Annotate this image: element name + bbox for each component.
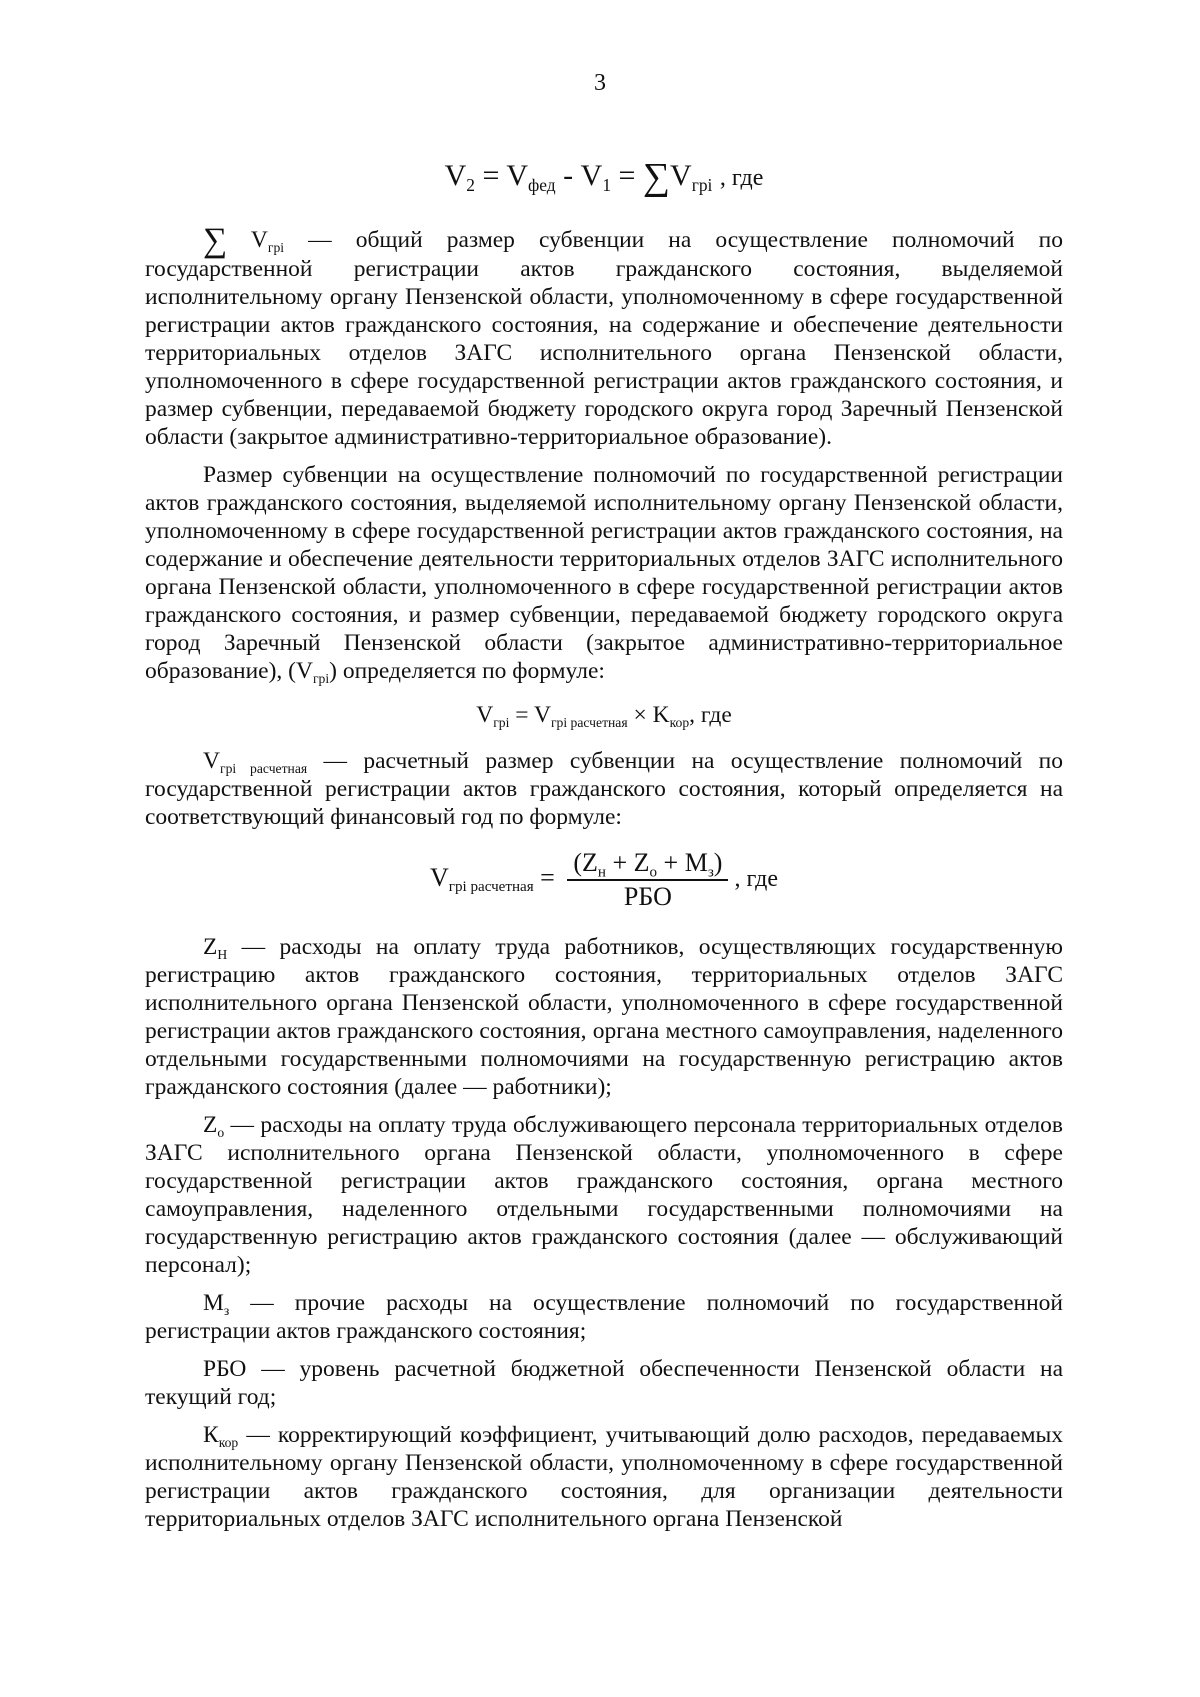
sum-symbol: ∑	[642, 156, 671, 198]
fraction-denominator: РБО	[623, 882, 672, 911]
fraction	[567, 849, 728, 911]
paragraph-zo: $Z_о$ — расходы на оплату труда обслуживающего персонала территориальных отделов ЗАГС исполнительного органа Пензенской области, уполномоченного в сфере государственной регистрации актов гражданского состояния, органа местного самоуправления, наделенного отдельными государственными полномочиями на государственную регистрацию актов гражданского состояния (далее — обслуживающий персонал);	[145, 1112, 1063, 1278]
formula-vgri-calc: $V_{грi расчетная}$ = $\frac{(Z_н + Z_о + M_з)}{\text{РБО}}$ , где	[430, 848, 778, 911]
paragraph-sum-vgri: ∑ $V_{грi}$ — общий размер субвенции на осуществление полномочий по государственной регистрации актов гражданского состояния, выделяемой исполнительному органу Пензенской области, уполномоченному в сфере государственной регистрации актов гражданского состояния, на содержание и обеспечение деятельности территориальных отделов ЗАГС исполнительного органа Пензенской области, уполномоченного в сфере государственной регистрации актов гражданского состояния, и размер субвенции, передаваемой бюджету городского округа город Заречный Пензенской области (закрытое административно-территориальное образование).	[145, 222, 1063, 450]
fraction-numerator: $(Z_н + Z_о + M_з)$	[567, 849, 728, 881]
paragraph-zn: $Z_Н$ — расходы на оплату труда работников, осуществляющих государственную регистрацию актов гражданского состояния, территориальных отделов ЗАГС исполнительного органа Пензенской области, уполномоченного в сфере государственной регистрации актов гражданского состояния, органа местного самоуправления, наделенного отдельными государственными полномочиями на государственную регистрацию актов гражданского состояния (далее — работники);	[145, 934, 1063, 1100]
paragraph-vgri-calc: $V_{грi расчетная}$ — расчетный размер субвенции на осуществление полномочий по государственной регистрации актов гражданского состояния, который определяется на соответствующий финансовый год по формуле:	[145, 748, 1063, 830]
page-number: 3	[594, 70, 606, 96]
formula-v2: $V_2 = V_{фед} - V_1 = \sum V_{грi}$ , где	[444, 156, 764, 198]
paragraph-rbo: РБО — уровень расчетной бюджетной обеспеченности Пензенской области на текущий год;	[145, 1356, 1063, 1410]
document-body	[145, 150, 1063, 1543]
paragraph-mz: $М_з$ — прочие расходы на осуществление полномочий по государственной регистрации актов гражданского состояния;	[145, 1290, 1063, 1344]
paragraph-size-subvention: Размер субвенции на осуществление полномочий по государственной регистрации актов гражданского состояния, выделяемой исполнительному органу Пензенской области, уполномоченному в сфере государственной регистрации актов гражданского состояния, на содержание и обеспечение деятельности территориальных отделов ЗАГС исполнительного органа Пензенской области, уполномоченного в сфере государственной регистрации актов гражданского состояния, и размер субвенции, передаваемой бюджету городского округа город Заречный Пензенской области (закрытое административно-территориальное образование), $(V_{грi})$ определяется по формуле:	[145, 462, 1063, 686]
formula-vgri: $V_{грi} = V_{грi расчетная} \times K_{кор}$, где	[476, 702, 732, 730]
paragraph-kkor: $К_{кор}$ — корректирующий коэффициент, учитывающий долю расходов, передаваемых исполнительному органу Пензенской области, уполномоченному в сфере государственной регистрации актов гражданского состояния, для организации деятельности территориальных отделов ЗАГС исполнительного органа Пензенской	[145, 1422, 1063, 1532]
